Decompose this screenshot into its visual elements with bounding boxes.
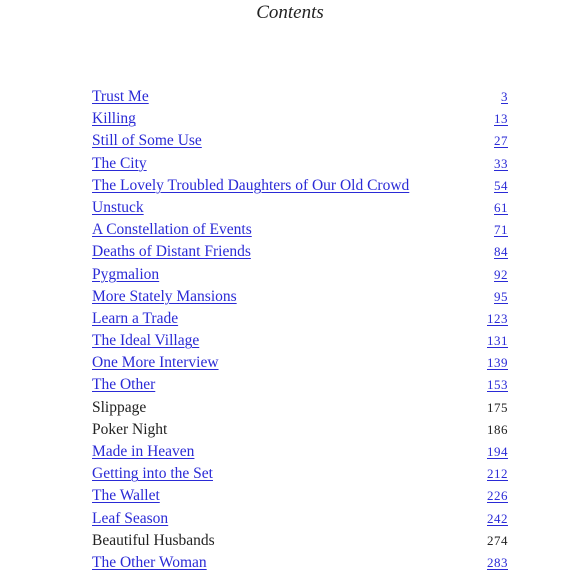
toc-entry-title-link[interactable]: The Other [92,376,156,394]
toc-entry-page-link[interactable]: 123 [487,310,508,326]
toc-entry-page-link[interactable]: 283 [487,554,508,570]
toc-entry-page: 186 [487,421,508,437]
page-title: Contents [256,2,324,23]
toc-entry [92,530,508,552]
toc-entry-page-link[interactable]: 226 [487,488,508,504]
toc-entry-title-link[interactable]: Deaths of Distant Friends [92,243,251,261]
toc-entry-page-link[interactable]: 153 [487,377,508,393]
table-of-contents [92,86,508,574]
toc-entry[interactable] [92,264,508,286]
toc-entry-title-link[interactable]: The City [92,154,147,172]
toc-entry[interactable] [92,308,508,330]
toc-entry-page: 274 [487,532,508,548]
toc-entry-page-link[interactable]: 131 [487,333,508,349]
toc-entry-title-link[interactable]: Learn a Trade [92,309,179,327]
toc-entry[interactable] [92,108,508,130]
toc-entry-title-link[interactable]: Getting into the Set [92,465,213,483]
toc-entry-title-link[interactable]: Still of Some Use [92,132,202,150]
toc-entry-page-link[interactable]: 139 [487,355,508,371]
toc-entry[interactable] [92,508,508,530]
toc-entry-page-link[interactable]: 13 [494,111,508,127]
toc-entry-page-link[interactable]: 71 [494,222,508,238]
toc-entry[interactable] [92,153,508,175]
toc-entry-page-link[interactable]: 242 [487,510,508,526]
toc-entry[interactable] [92,374,508,396]
toc-entry [92,419,508,441]
toc-entry[interactable] [92,463,508,485]
toc-entry-page-link[interactable]: 61 [494,199,508,215]
toc-entry-page-link[interactable]: 33 [494,155,508,171]
toc-entry-page-link[interactable]: 84 [494,244,508,260]
toc-entry [92,397,508,419]
toc-entry-title-link[interactable]: The Other Woman [92,553,207,571]
toc-entry-title-link[interactable]: Unstuck [92,198,144,216]
toc-entry[interactable] [92,441,508,463]
toc-entry[interactable] [92,485,508,507]
toc-entry-title-link[interactable]: Killing [92,110,136,128]
toc-entry-page-link[interactable]: 54 [494,177,508,193]
toc-entry-title-link[interactable]: The Lovely Troubled Daughters of Our Old Crowd [92,176,410,194]
toc-entry-title-link[interactable]: More Stately Mansions [92,287,237,305]
toc-entry[interactable] [92,552,508,574]
toc-entry-page-link[interactable]: 212 [487,466,508,482]
toc-entry-title-link[interactable]: The Ideal Village [92,332,200,350]
toc-entry[interactable] [92,175,508,197]
toc-entry-title-link[interactable]: The Wallet [92,487,160,505]
toc-entry[interactable] [92,86,508,108]
toc-entry-page-link[interactable]: 194 [487,444,508,459]
toc-entry-title-link[interactable]: Made in Heaven [92,443,195,460]
toc-entry-page-link[interactable]: 95 [494,288,508,304]
toc-entry-title-link[interactable]: Leaf Season [92,509,169,527]
toc-entry[interactable] [92,197,508,219]
toc-entry-title-link[interactable]: A Constellation of Events [92,221,252,239]
toc-entry-title: Poker Night [92,420,168,438]
toc-entry[interactable] [92,286,508,308]
toc-entry-title-link[interactable]: Pygmalion [92,265,160,283]
toc-entry[interactable] [92,219,508,241]
toc-entry-title-link[interactable]: Trust Me [92,88,149,105]
toc-entry[interactable] [92,330,508,352]
toc-entry-page-link[interactable]: 3 [501,89,508,104]
toc-entry[interactable] [92,241,508,263]
toc-entry[interactable] [92,352,508,374]
toc-entry-page: 175 [487,399,508,415]
toc-entry-page-link[interactable]: 27 [494,133,508,149]
toc-entry-title: Beautiful Husbands [92,531,215,549]
toc-entry[interactable] [92,130,508,152]
toc-entry-page-link[interactable]: 92 [494,266,508,282]
toc-entry-title-link[interactable]: One More Interview [92,354,219,372]
toc-entry-title: Slippage [92,398,147,416]
